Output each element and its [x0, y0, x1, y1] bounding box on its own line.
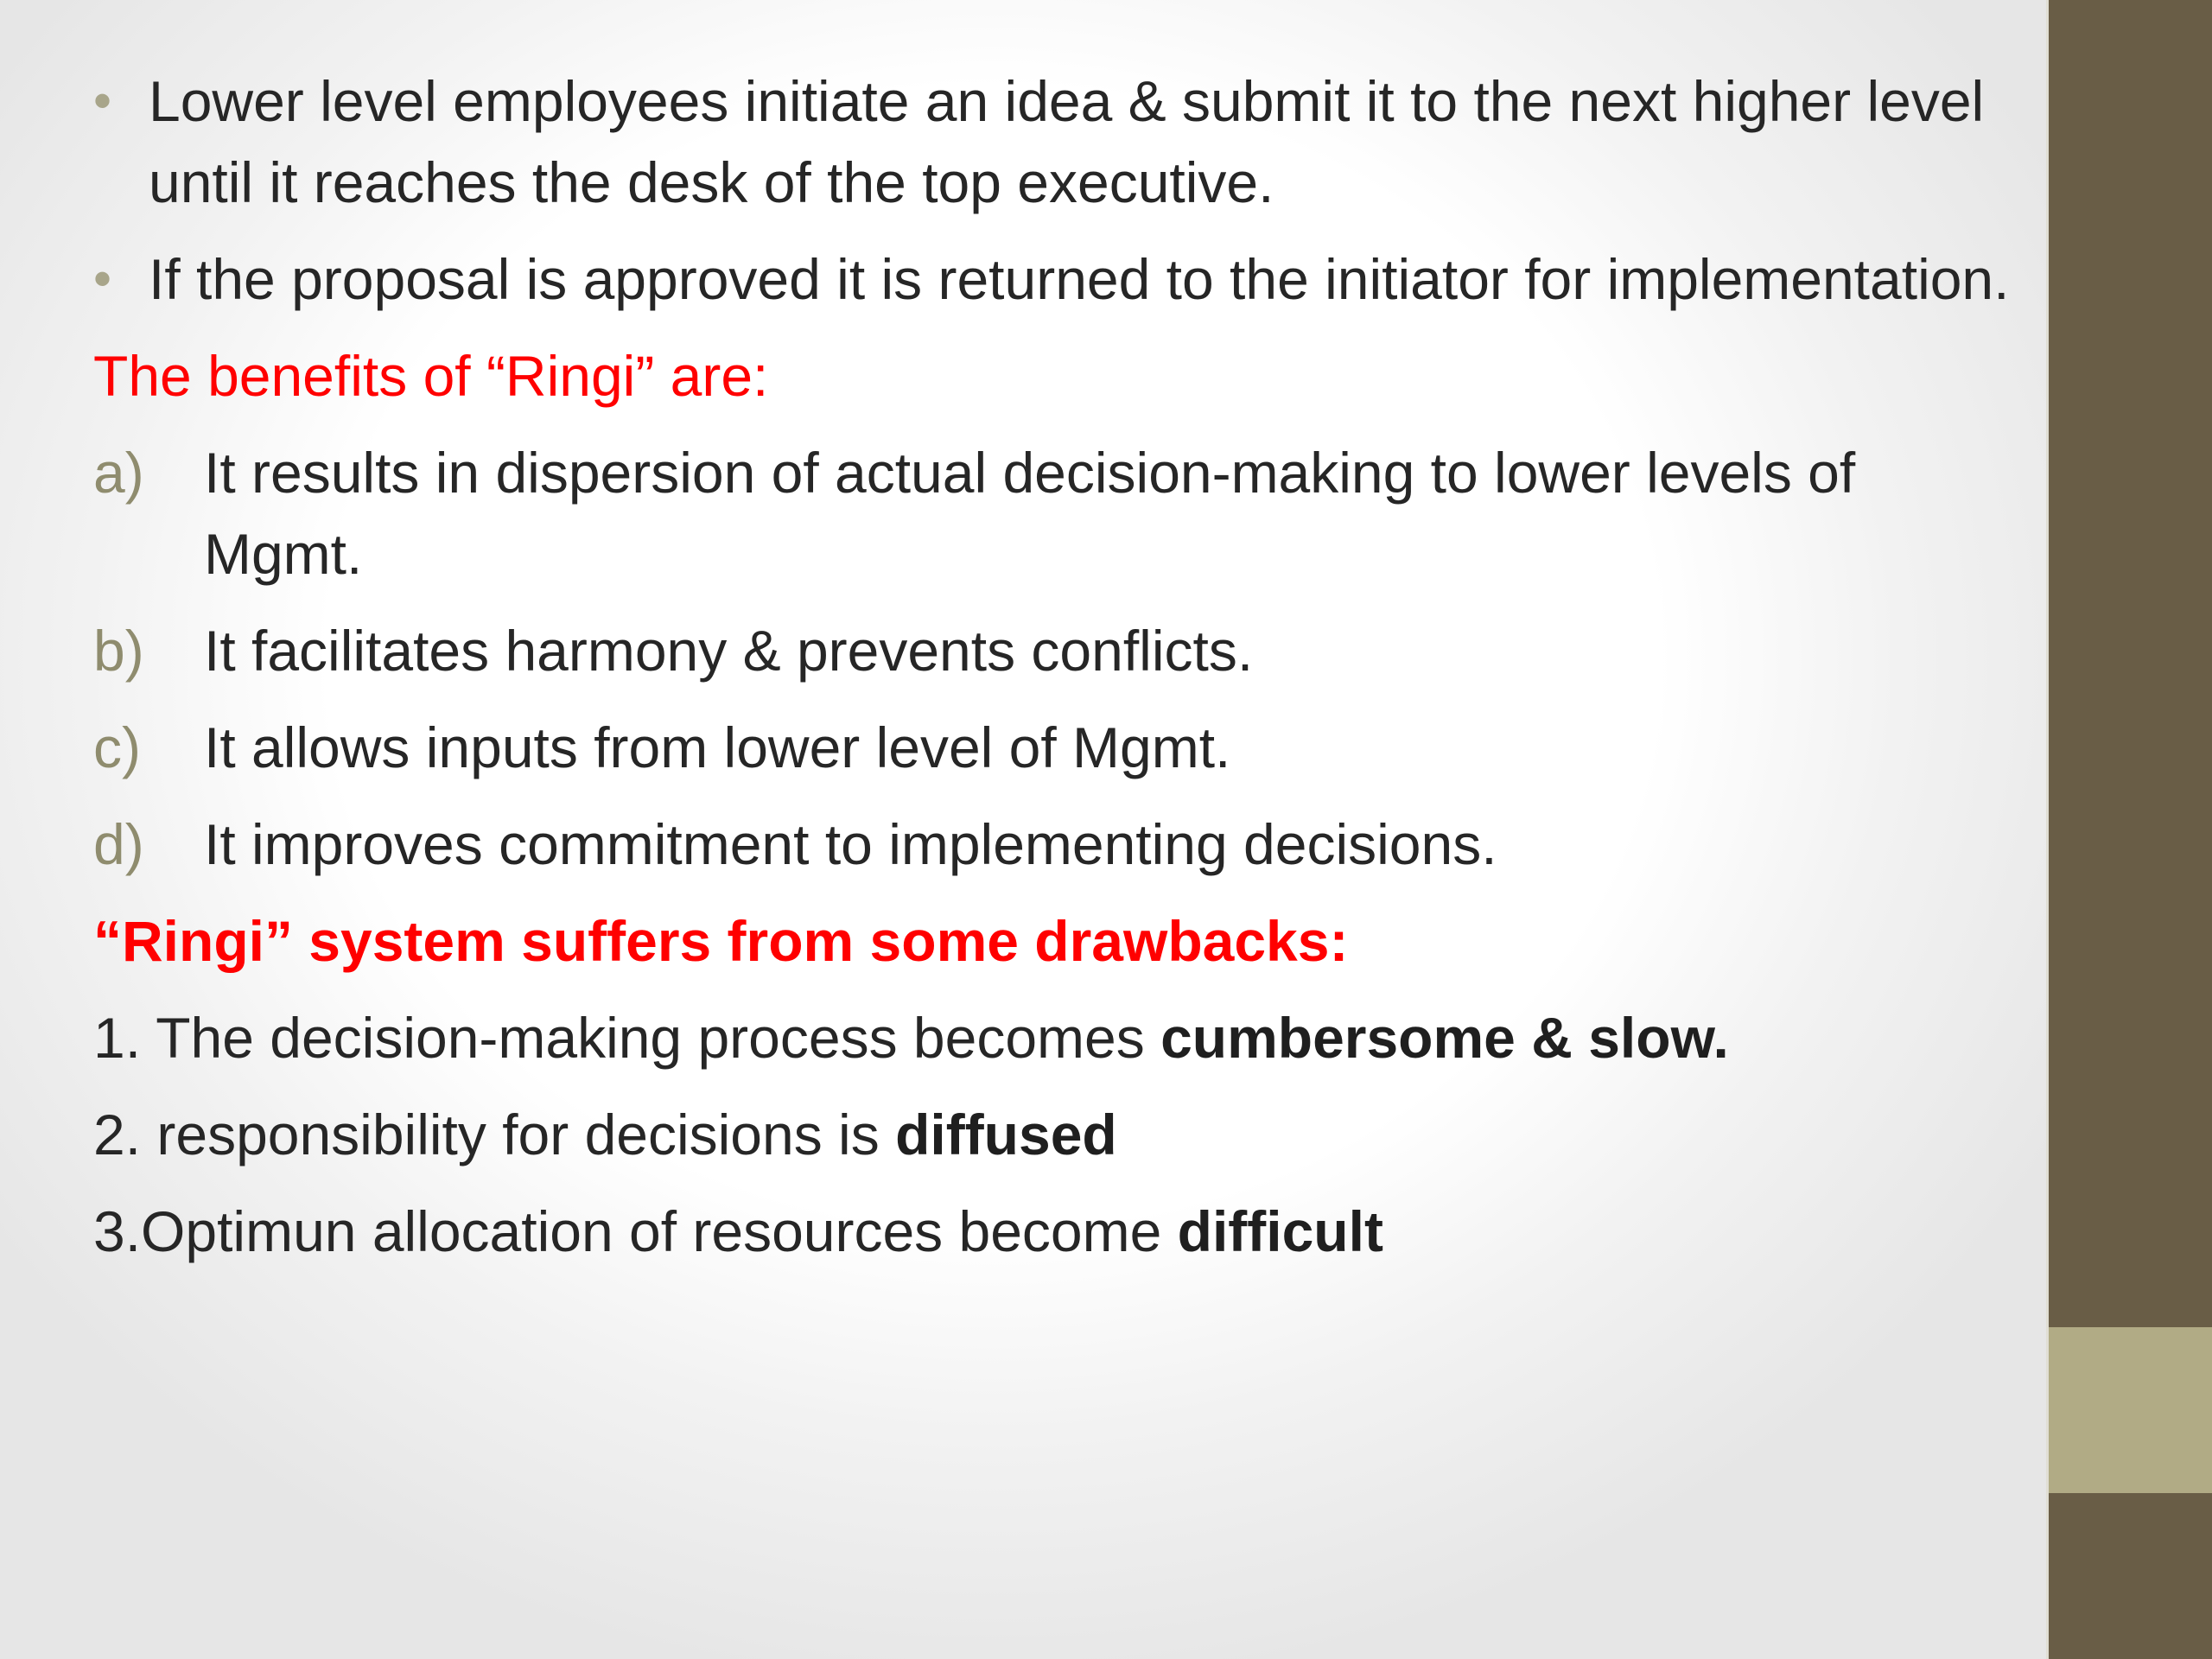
drawback-text: 1. The decision-making process becomes [93, 1006, 1161, 1070]
bullet-dot: • [93, 72, 112, 130]
benefit-marker: a) [93, 441, 144, 505]
drawback-text: 3.Optimun allocation of resources become [93, 1199, 1178, 1263]
benefit-marker: b) [93, 619, 144, 683]
benefit-text: It allows inputs from lower level of Mgmt. [204, 715, 1231, 779]
benefit-text: It improves commitment to implementing decisions. [204, 812, 1497, 876]
benefit-item [93, 432, 2020, 594]
benefit-text: It facilitates harmony & prevents conflicts. [204, 619, 1254, 683]
bullet-dot: • [93, 250, 112, 308]
bullet-text: If the proposal is approved it is returned to the initiator for implementation. [149, 247, 2010, 311]
benefit-marker: d) [93, 812, 144, 876]
benefit-marker: c) [93, 715, 141, 779]
benefit-item [93, 804, 2020, 885]
drawback-item [93, 997, 2020, 1078]
slide-body [93, 60, 2020, 1287]
benefit-item [93, 610, 2020, 691]
bullet-item [93, 238, 2020, 320]
drawbacks-heading: “Ringi” system suffers from some drawbacks: [93, 909, 1349, 973]
drawback-emphasis: diffused [895, 1103, 1117, 1166]
bullet-item [93, 60, 2020, 223]
drawback-emphasis: difficult [1177, 1199, 1383, 1263]
drawback-item [93, 1094, 2020, 1175]
drawback-text: 2. responsibility for decisions is [93, 1103, 896, 1166]
decorative-sidebar-accent [2049, 1327, 2212, 1493]
drawback-emphasis: cumbersome & slow. [1160, 1006, 1729, 1070]
bullet-text: Lower level employees initiate an idea & submit it to the next higher level until it reaches the desk of the top executive. [149, 69, 1985, 214]
benefit-text: It results in dispersion of actual decision-making to lower levels of Mgmt. [204, 441, 1856, 586]
benefits-heading: The benefits of “Ringi” are: [93, 344, 769, 408]
drawback-item [93, 1191, 2020, 1272]
benefit-item [93, 707, 2020, 788]
